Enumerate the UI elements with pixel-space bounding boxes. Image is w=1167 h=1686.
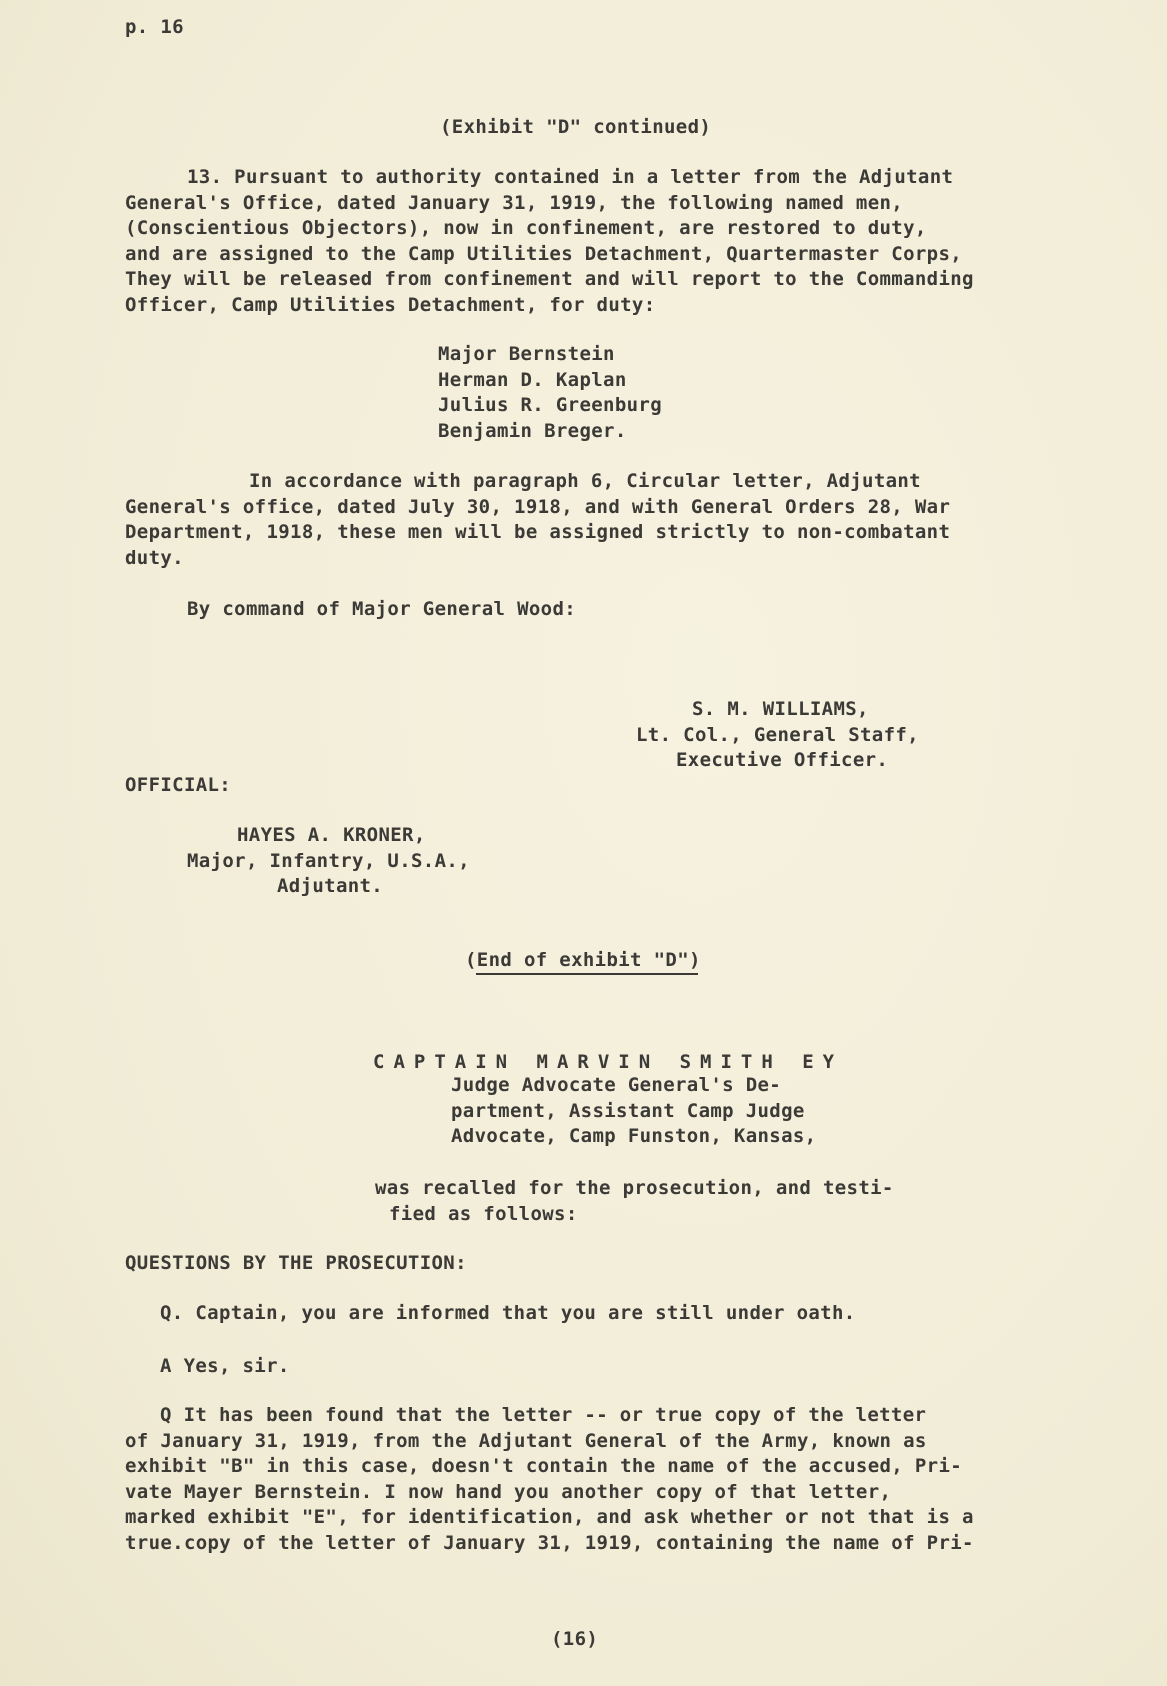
end-of-exhibit: (End of exhibit "D") — [465, 949, 701, 971]
list-item: Herman D. Kaplan — [438, 368, 627, 391]
qa-line: Q It has been found that the letter -- or true copy of the letter — [160, 1404, 927, 1426]
recalled-line: was recalled for the prosecution, and testi- — [375, 1177, 894, 1199]
names-list — [438, 342, 662, 444]
paragraph-line: In accordance with paragraph 6, Circular letter, Adjutant — [249, 470, 921, 492]
paragraph-line: General's office, dated July 30, 1918, and with General Orders 28, War — [125, 495, 951, 518]
description-line: partment, Assistant Camp Judge — [451, 1099, 805, 1122]
paragraph-line: (Conscientious Objectors), now in confinement, are restored to duty, — [125, 217, 927, 239]
witness-recalled — [375, 1176, 894, 1227]
witness-description — [451, 1073, 816, 1150]
official-title: Major, Infantry, U.S.A., — [187, 849, 470, 872]
qa-line: exhibit "B" in this case, doesn't contain the name of the accused, Pri- — [125, 1455, 963, 1477]
description-line: Advocate, Camp Funston, Kansas, — [451, 1125, 817, 1147]
qa-question-long — [125, 1403, 974, 1556]
questions-heading: QUESTIONS BY THE PROSECUTION: — [125, 1252, 467, 1274]
official-role: Adjutant. — [277, 875, 384, 897]
command-line: By command of Major General Wood: — [187, 598, 577, 620]
page-label: p. 16 — [125, 16, 184, 38]
recalled-line: fied as follows: — [389, 1202, 578, 1225]
list-item: Major Bernstein — [438, 343, 615, 365]
qa-line: of January 31, 1919, from the Adjutant General of the Army, known as — [125, 1429, 927, 1452]
paragraph-line: Department, 1918, these men will be assigned strictly to non-combatant — [125, 521, 951, 543]
page-number: (16) — [551, 1628, 599, 1650]
official-label: OFFICIAL: — [125, 774, 232, 796]
paragraph-line: and are assigned to the Camp Utilities Detachment, Quartermaster Corps, — [125, 242, 963, 265]
end-of-exhibit-underline — [476, 973, 698, 975]
witness-name: CAPTAIN MARVIN SMITH EY — [373, 1051, 844, 1073]
paragraph-line: duty. — [125, 546, 184, 569]
qa-line: true.copy of the letter of January 31, 1919, containing the name of Pri- — [125, 1531, 974, 1554]
signature-title: Lt. Col., General Staff, — [636, 723, 919, 746]
qa-question: Q. Captain, you are informed that you are still under oath. — [160, 1302, 856, 1324]
paragraph-line: General's Office, dated January 31, 1919, the following named men, — [125, 191, 904, 214]
signature-block — [636, 697, 919, 774]
qa-line: marked exhibit "E", for identification, and ask whether or not that is a — [125, 1506, 974, 1528]
qa-answer: A Yes, sir. — [160, 1355, 290, 1377]
paragraph-line: Officer, Camp Utilities Detachment, for duty: — [125, 293, 656, 316]
official-name: HAYES A. KRONER, — [237, 824, 426, 846]
list-item: Julius R. Greenburg — [438, 394, 662, 416]
paragraph-line: 13. Pursuant to authority contained in a letter from the Adjutant — [187, 166, 954, 188]
paragraph-line: They will be released from confinement and will report to the Commanding — [125, 268, 974, 290]
qa-line: vate Mayer Bernstein. I now hand you another copy of that letter, — [125, 1480, 892, 1503]
official-block — [187, 823, 470, 900]
exhibit-header: (Exhibit "D" continued) — [440, 116, 712, 138]
paragraph-13 — [125, 165, 974, 318]
signature-role: Executive Officer. — [676, 749, 889, 771]
description-line: Judge Advocate General's De- — [451, 1074, 782, 1096]
signature-name: S. M. WILLIAMS, — [692, 698, 869, 720]
paragraph-accordance — [125, 469, 950, 571]
list-item: Benjamin Breger. — [438, 419, 627, 442]
